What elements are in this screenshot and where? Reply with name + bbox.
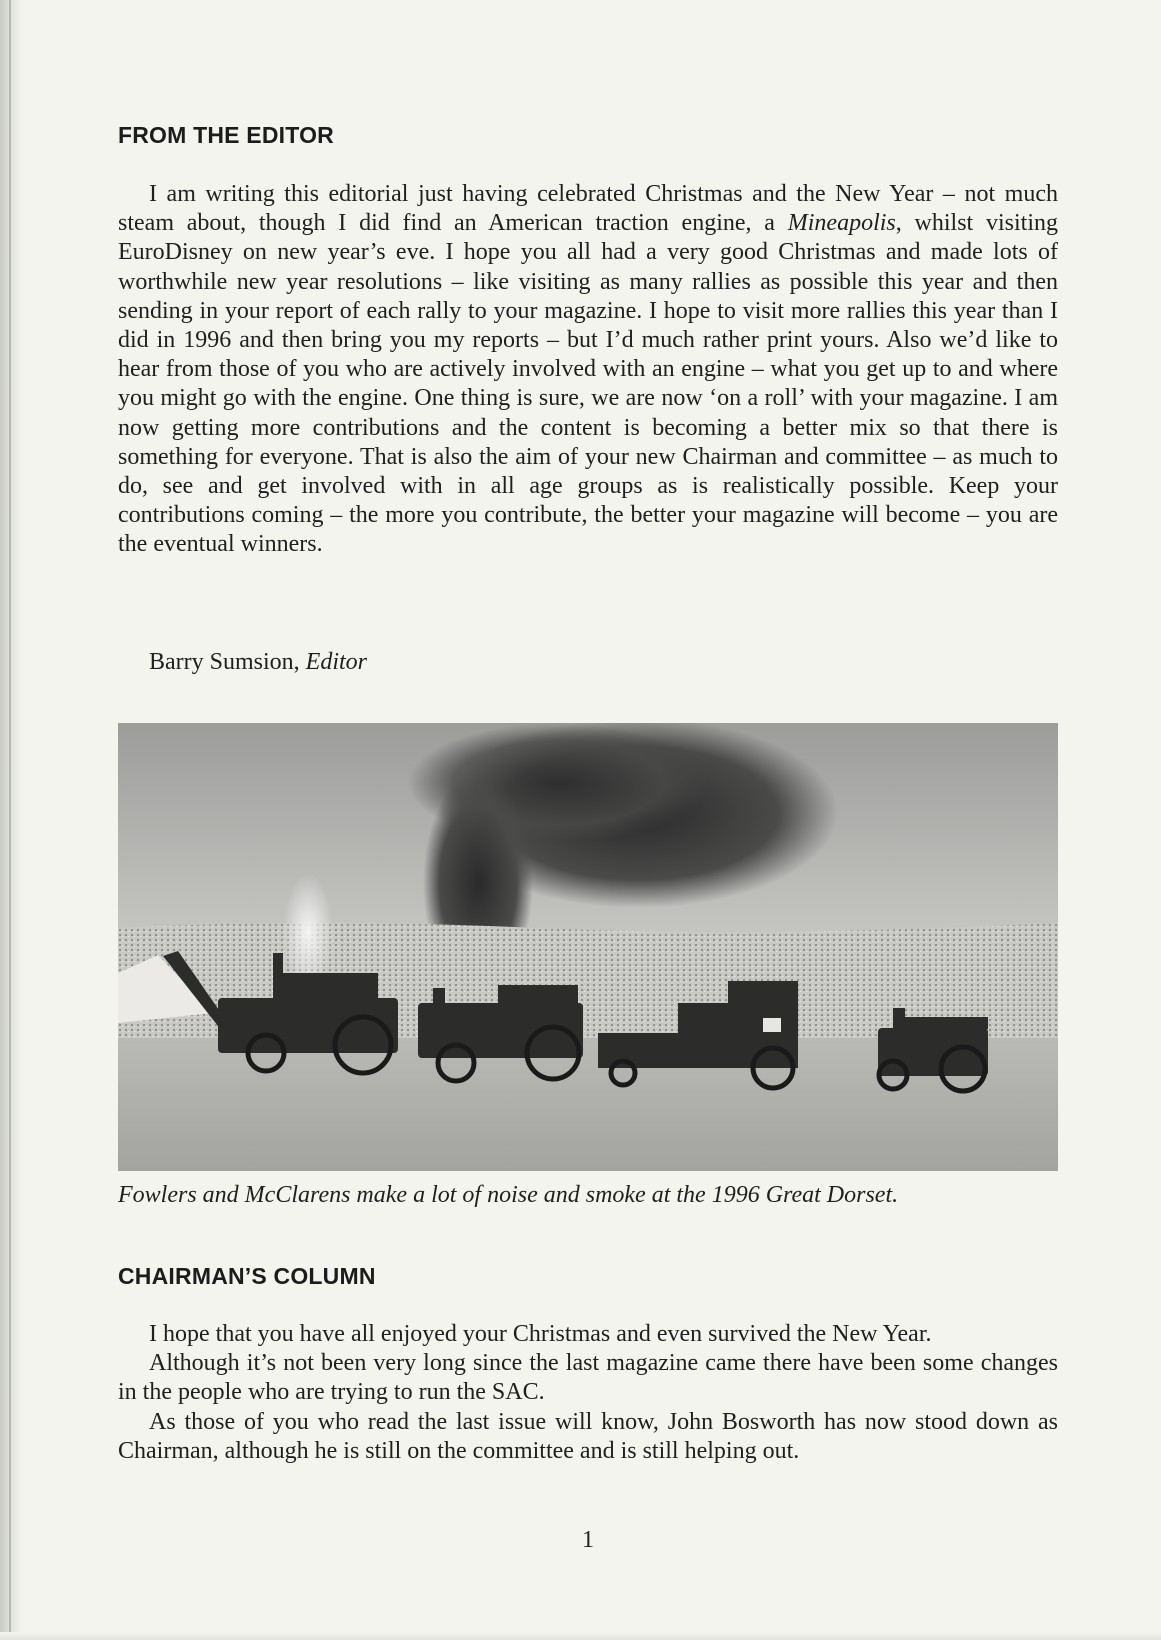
- editor-text-italic: Mineapolis: [787, 210, 896, 237]
- editor-signature: [149, 648, 367, 677]
- editor-heading: FROM THE EDITOR: [118, 122, 334, 148]
- engine-1-body: [218, 998, 398, 1053]
- engine-1-chimney: [273, 953, 283, 1003]
- page-binding-edge: [0, 0, 22, 1640]
- chairman-paragraphs: [118, 1320, 1058, 1466]
- engine-5-canopy: [893, 1017, 988, 1029]
- binding-line: [9, 0, 11, 1640]
- editor-paragraph-text: [118, 180, 1058, 560]
- photo-illustration: [118, 723, 1058, 1171]
- engine-2-canopy: [498, 985, 578, 1009]
- signature-title: Editor: [305, 649, 368, 675]
- engine-4-cab: [728, 981, 798, 1011]
- chairman-paragraph-1: I hope that you have all enjoyed your Christmas and even survived the New Year.: [149, 1321, 932, 1347]
- traction-engines-photo: [118, 723, 1058, 1171]
- photo-caption: Fowlers and McClarens make a lot of noise and smoke at the 1996 Great Dorset.: [118, 1182, 899, 1208]
- signature-name: Barry Sumsion,: [149, 649, 306, 675]
- page-bottom-edge: [0, 1632, 1161, 1640]
- engine-4-body: [678, 1003, 798, 1068]
- chairman-paragraph-2: Although it’s not been very long since the last magazine came there have been some changes in the people who are trying to run the SAC.: [118, 1350, 1058, 1406]
- engine-plate: [763, 1018, 781, 1032]
- editor-text-end: , whilst visiting EuroDisney on new year’s eve. I hope you all had a very good Christmas and made lots of worthwhile new year resolutions – like visiting as many rallies as possible this year and then sending in your report of each rally to your magazine. I hope to visit more rallies this year than I did in 1996 and then bring you my reports – but I’d much rather print yours. Also we’d like to hear from those of you who are actively involved with an engine – what you get up to and where you might go with the engine. One thing is sure, we are now ‘on a roll’ with your magazine. I am now getting more contributions and the content is becoming a better mix so that there is something for everyone. That is also the aim of your new Chairman and committee – as much to do, see and get involved with in all age groups as is realistically possible. Keep your contributions coming – the more you contribute, the better your magazine will become – you are the eventual winners.: [118, 210, 1058, 558]
- chairman-heading: CHAIRMAN’S COLUMN: [118, 1263, 376, 1289]
- editor-text-start: I am writing this editorial just having celebrated Christmas and the New Year – not much steam about, though I did find an American traction engine, a: [118, 181, 1058, 237]
- page-number: 1: [582, 1527, 594, 1553]
- engine-5-body: [878, 1028, 988, 1076]
- chairman-paragraph-3: As those of you who read the last issue will know, John Bosworth has now stood down as Chairman, although he is still on the committee and is still helping out.: [118, 1408, 1058, 1464]
- editor-paragraph: [118, 180, 1058, 560]
- engine-1-canopy: [283, 973, 378, 1003]
